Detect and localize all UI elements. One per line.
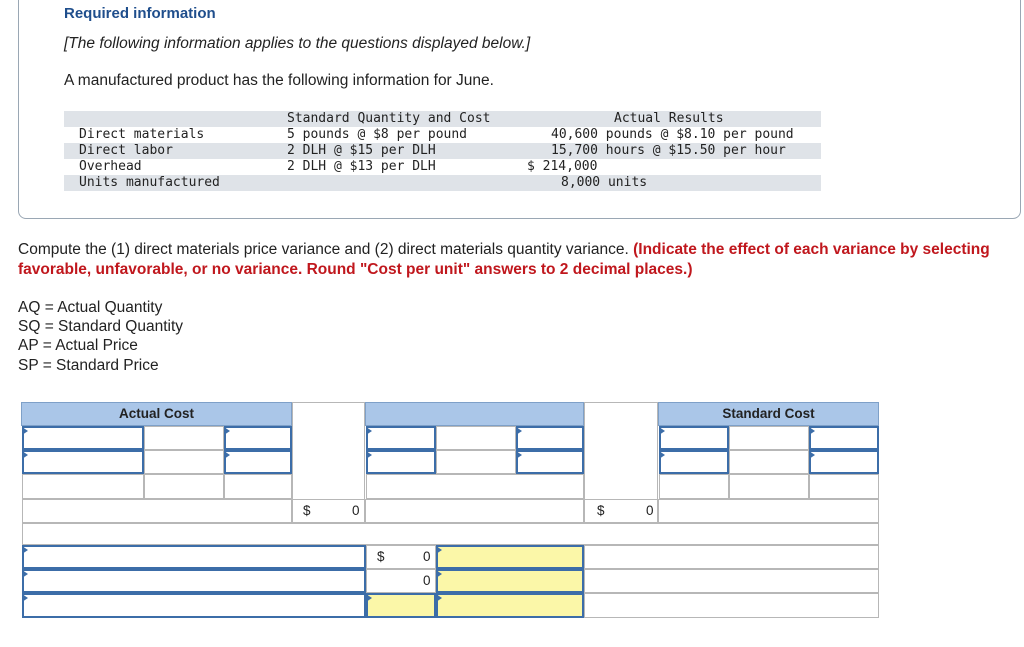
row-label: Direct materials bbox=[79, 127, 205, 142]
middle-aq-value[interactable] bbox=[436, 426, 516, 450]
row-actual: $ 214,000 bbox=[527, 159, 598, 174]
totals-row-middle bbox=[365, 499, 584, 523]
price-variance-amount: 0 bbox=[423, 549, 431, 564]
totals-row-left bbox=[22, 499, 292, 523]
variance-row-spacer bbox=[584, 545, 879, 569]
standard-price-value-input[interactable] bbox=[809, 450, 879, 474]
row-label: Units manufactured bbox=[64, 175, 269, 191]
row-actual: 8,000 units bbox=[509, 175, 821, 191]
row-standard: 2 DLH @ $15 per DLH bbox=[269, 143, 509, 159]
definition-item: AP = Actual Price bbox=[18, 337, 138, 355]
spacer-row bbox=[22, 523, 879, 545]
standard-cost-cell bbox=[809, 474, 879, 499]
definition-item: SQ = Standard Quantity bbox=[18, 318, 183, 336]
currency-symbol: $ bbox=[377, 549, 385, 564]
variance-row-spacer bbox=[584, 593, 879, 618]
price-variance-label-select[interactable] bbox=[22, 545, 366, 569]
variance-row-spacer bbox=[584, 569, 879, 593]
info-table bbox=[64, 111, 821, 191]
currency-symbol: $ bbox=[303, 503, 311, 518]
quantity-variance-label-select[interactable] bbox=[22, 569, 366, 593]
standard-price-label-input[interactable] bbox=[809, 426, 879, 450]
standard-qty-value-2[interactable] bbox=[729, 450, 809, 474]
row-standard: 5 pounds @ $8 per pound bbox=[287, 127, 468, 142]
middle-aq-input[interactable] bbox=[366, 426, 436, 450]
total-variance-effect-select[interactable] bbox=[436, 593, 584, 618]
row-actual: 40,600 pounds @ $8.10 per pound bbox=[551, 127, 794, 142]
total-variance-label-select[interactable] bbox=[22, 593, 366, 618]
actual-cost-total: 0 bbox=[352, 503, 360, 518]
question-text bbox=[18, 240, 1008, 280]
quantity-variance-effect-select[interactable] bbox=[436, 569, 584, 593]
standard-cost-total: 0 bbox=[646, 503, 654, 518]
actual-cost-cell bbox=[144, 474, 224, 499]
standard-cost-cell bbox=[659, 474, 729, 499]
actual-cost-cell bbox=[224, 474, 292, 499]
middle-aq-value-2[interactable] bbox=[436, 450, 516, 474]
actual-qty-label-input[interactable] bbox=[22, 426, 144, 450]
standard-cost-cell bbox=[729, 474, 809, 499]
intro-text: A manufactured product has the following information for June. bbox=[64, 72, 494, 89]
definition-item: AQ = Actual Quantity bbox=[18, 299, 163, 316]
row-standard bbox=[269, 175, 509, 191]
quantity-variance-amount: 0 bbox=[423, 573, 431, 588]
actual-cost-header: Actual Cost bbox=[21, 402, 292, 426]
actual-qty-value-input[interactable] bbox=[144, 426, 224, 450]
required-info-subtitle: [The following information applies to the questions displayed below.] bbox=[64, 35, 531, 52]
standard-cost-header: Standard Cost bbox=[658, 402, 879, 426]
definition-item: SP = Standard Price bbox=[18, 356, 159, 374]
row-label: Direct labor bbox=[64, 143, 269, 159]
currency-symbol: $ bbox=[597, 503, 605, 518]
actual-header: Actual Results bbox=[509, 111, 821, 127]
totals-row-right bbox=[658, 499, 879, 523]
middle-aq-input-2[interactable] bbox=[366, 450, 436, 474]
row-label: Overhead bbox=[79, 159, 142, 174]
standard-qty-label-input-2[interactable] bbox=[659, 450, 729, 474]
total-variance-amount-input[interactable] bbox=[366, 593, 436, 618]
actual-price-label-input[interactable] bbox=[224, 426, 292, 450]
row-actual: 15,700 hours @ $15.50 per hour bbox=[509, 143, 821, 159]
middle-header bbox=[365, 402, 584, 426]
actual-qty-label-input-2[interactable] bbox=[22, 450, 144, 474]
row-standard: 2 DLH @ $13 per DLH bbox=[287, 159, 436, 174]
standard-header: Standard Quantity and Cost bbox=[269, 111, 509, 127]
required-info-title: Required information bbox=[64, 5, 216, 22]
definitions bbox=[18, 298, 183, 375]
actual-cost-cell bbox=[22, 474, 144, 499]
actual-qty-value-input-2[interactable] bbox=[144, 450, 224, 474]
standard-qty-label-input[interactable] bbox=[659, 426, 729, 450]
question-instruction: (Indicate the effect of each variance by selecting favorable, unfavorable, or no variance. Round "Cost per unit" answers to 2 decimal places.) bbox=[18, 241, 990, 278]
middle-sp-input[interactable] bbox=[516, 426, 584, 450]
question-body: Compute the (1) direct materials price variance and (2) direct materials quantity variance. bbox=[18, 241, 634, 258]
actual-price-value-input[interactable] bbox=[224, 450, 292, 474]
standard-qty-value[interactable] bbox=[729, 426, 809, 450]
price-variance-effect-select[interactable] bbox=[436, 545, 584, 569]
middle-sp-value-input[interactable] bbox=[516, 450, 584, 474]
middle-cell bbox=[366, 474, 584, 499]
